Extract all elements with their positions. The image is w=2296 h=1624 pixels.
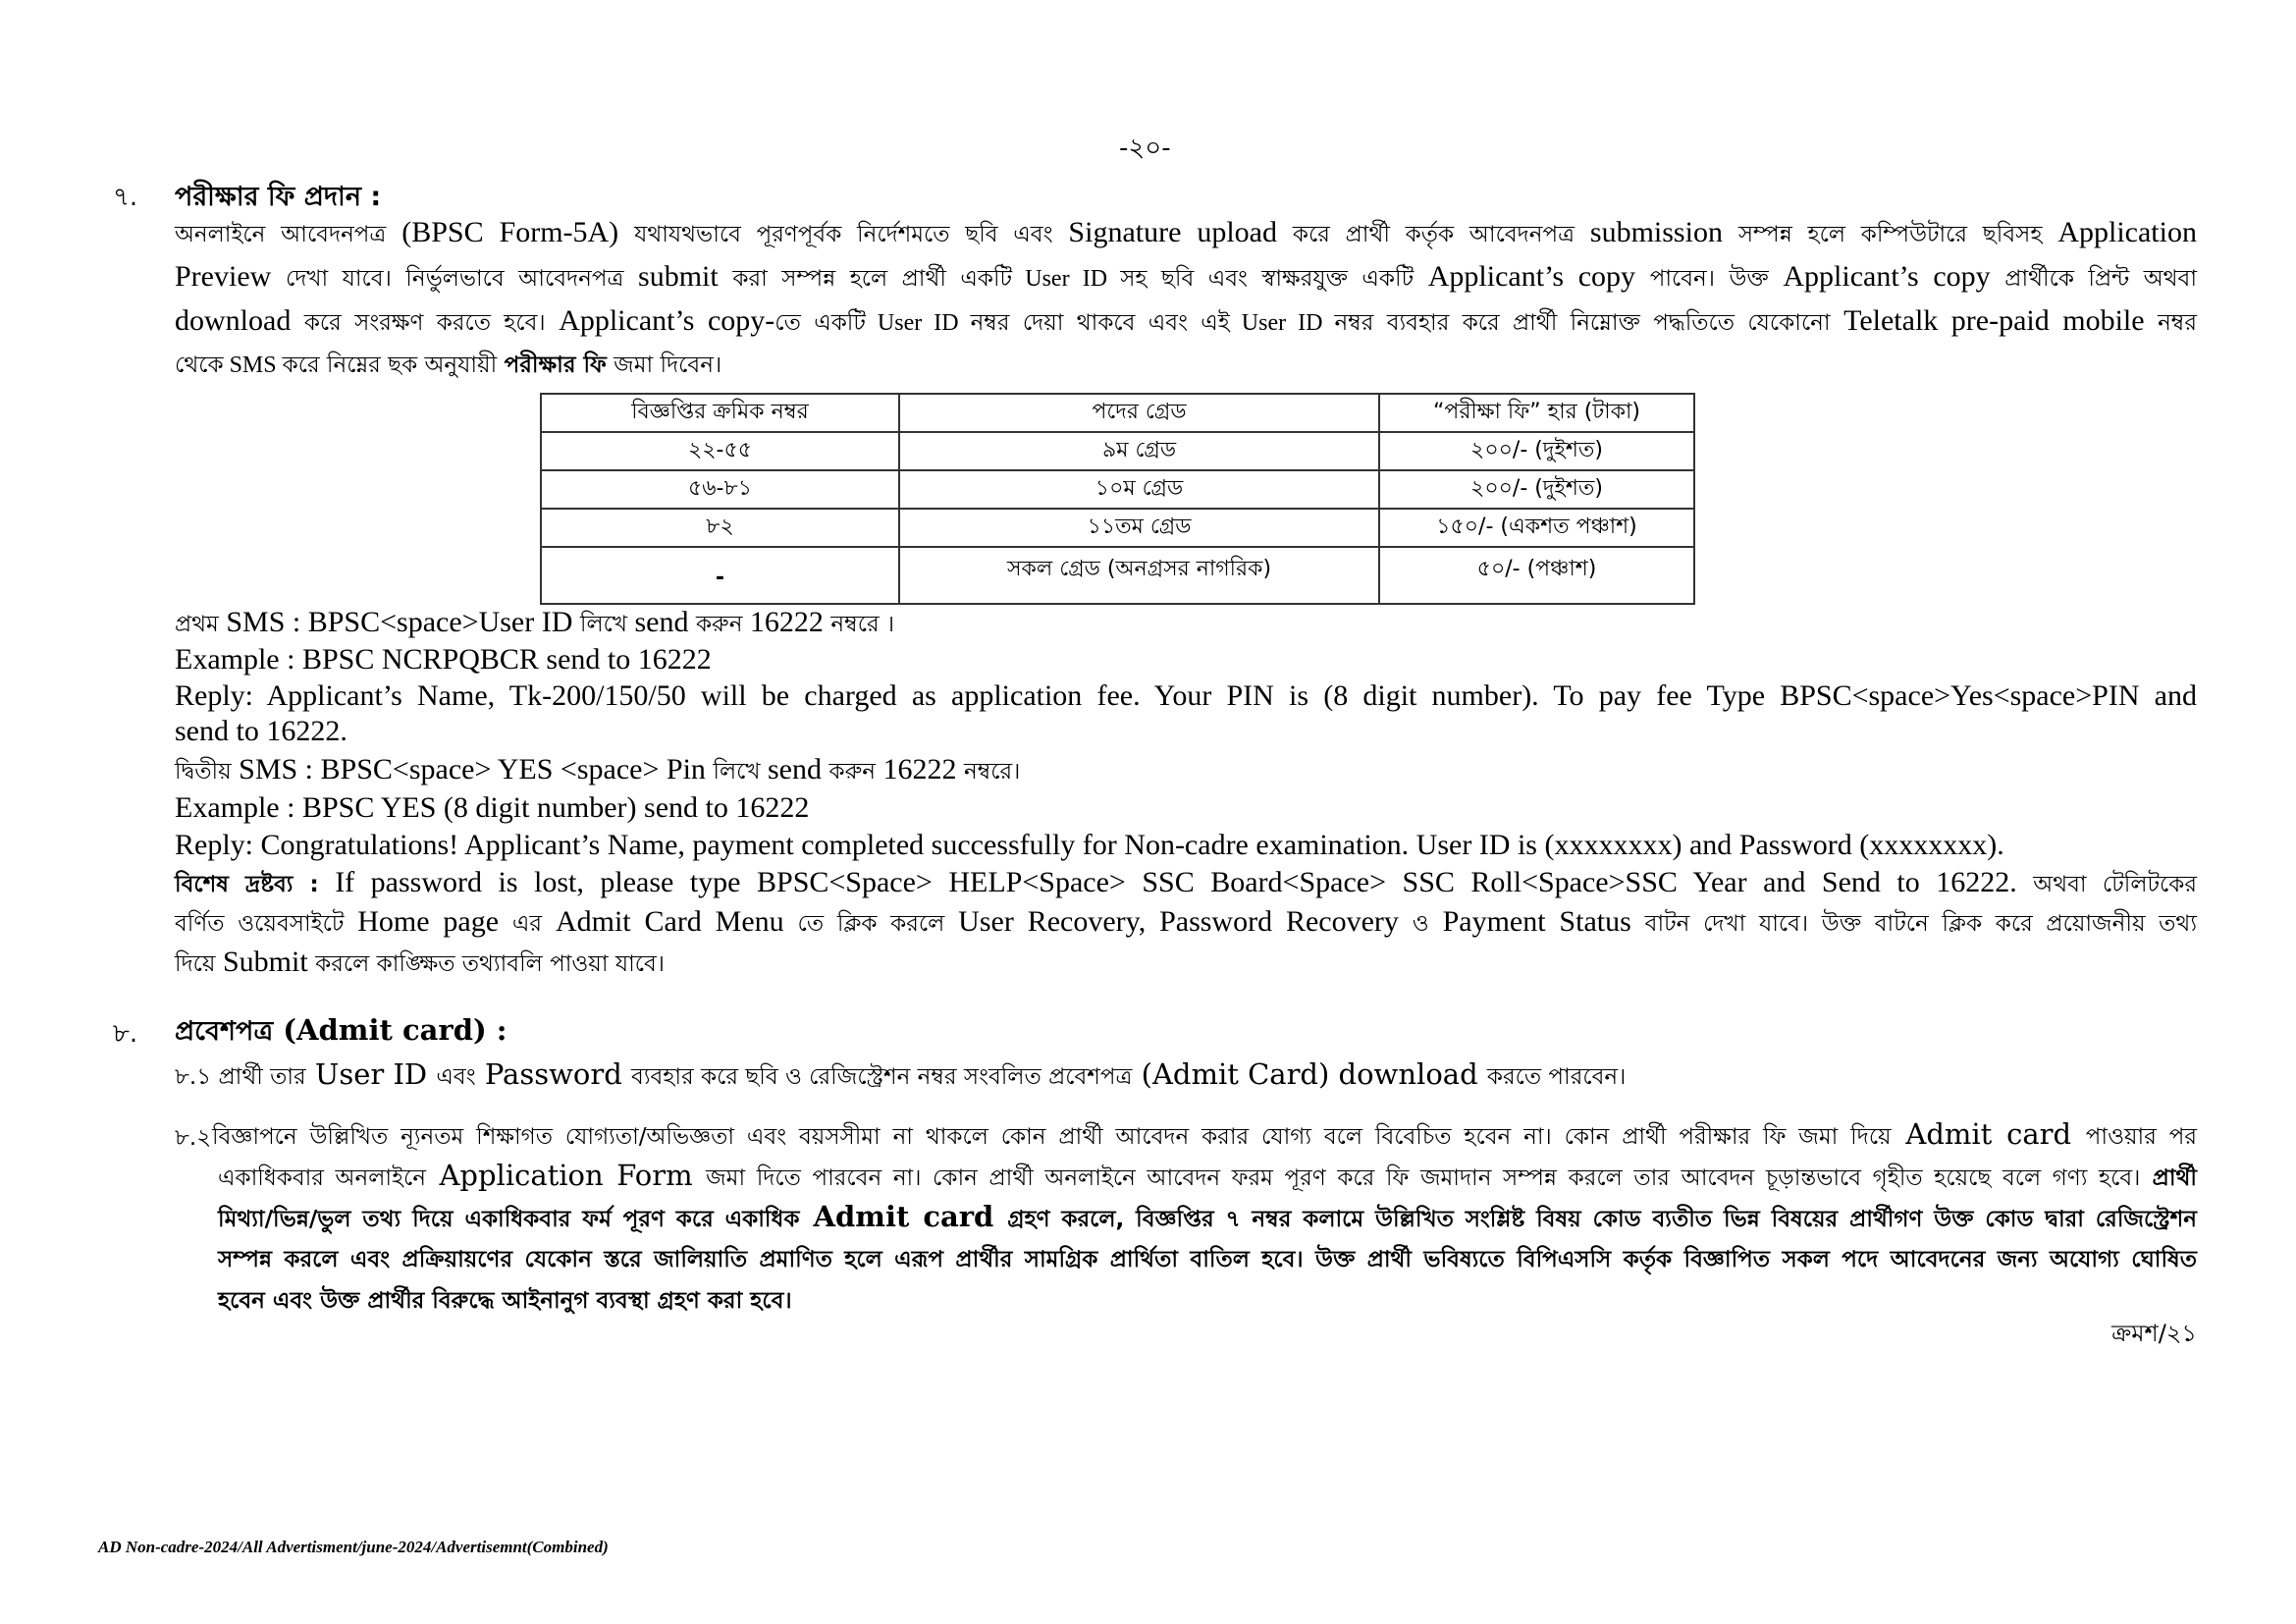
- reply-2: Reply: Congratulations! Applicant’s Name, payment completed successfully for Non-cadre examination. User ID is (xxxxxxxx) and Password (xxxxxxxx).: [175, 829, 2004, 861]
- section-7-para-line-4: থেকে SMS করে নিম্নের ছক অনুযায়ী পরীক্ষার ফি জমা দিবেন।: [175, 352, 722, 378]
- special-note-line-1: বিশেষ দ্রষ্টব্য : If password is lost, please type BPSC<Space> HELP<Space> SSC Board<Space> SSC Roll<Space>SSC Year and Send to 16222. অথবা টেলিটকের: [175, 866, 2197, 898]
- second-sms-instruction: দ্বিতীয় SMS : BPSC<space> YES <space> Pin লিখে send করুন 16222 নম্বরে।: [175, 753, 1021, 785]
- table-cell: ২০০/- (দুইশত): [1379, 432, 1694, 470]
- item-8-1: ৮.১ প্রার্থী তার User ID এবং Password ব্যবহার করে ছবি ও রেজিস্ট্রেশন নম্বর সংবলিত প্রবেশপত্র (Admit Card) download করতে পারবেন।: [175, 1057, 1627, 1091]
- page-number: -২০-: [1119, 134, 1171, 163]
- table-row: [541, 470, 1694, 509]
- table-cell: ২০০/- (দুইশত): [1379, 470, 1694, 509]
- table-cell: ১১তম গ্রেড: [899, 509, 1379, 547]
- item-8-2-line-5: হবেন এবং উক্ত প্রার্থীর বিরুদ্ধে আইনানুগ ব্যবস্থা গ্রহণ করা হবে।: [218, 1288, 792, 1314]
- item-8-2-number: ৮.২: [175, 1125, 212, 1151]
- table-cell: ৯ম গ্রেড: [899, 432, 1379, 470]
- table-cell: ১৫০/- (একশত পঞ্চাশ): [1379, 509, 1694, 547]
- example-2: Example : BPSC YES (8 digit number) send to 16222: [175, 791, 810, 824]
- section-7-para-line-3: download করে সংরক্ষণ করতে হবে। Applicant’s copy-তে একটি User ID নম্বর দেয়া থাকবে এবং এই User ID নম্বর ব্যবহার করে প্রার্থী নিম্নোক্ত পদ্ধতিতে যেকোনো Teletalk pre-paid mobile নম্বর: [175, 304, 2198, 337]
- table-header-cell: পদের গ্রেড: [899, 394, 1379, 432]
- section-8-title: প্রবেশপত্র (Admit card) :: [175, 1013, 507, 1047]
- document-footer-path: AD Non-cadre-2024/All Advertisment/june-2024/Advertisemnt(Combined): [98, 1538, 609, 1556]
- item-8-2-line-1: বিজ্ঞাপনে উল্লিখিত ন্যূনতম শিক্ষাগত যোগ্যতা/অভিজ্ঞতা এবং বয়সসীমা না থাকলে কোন প্রার্থী আবেদন করার যোগ্য বলে বিবেচিত হবেন না। কোন প্রার্থী পরীক্ষার ফি জমা দিয়ে Admit card পাওয়ার পর: [212, 1117, 2197, 1151]
- special-note-line-3: দিয়ে Submit করলে কাঙ্ক্ষিত তথ্যাবলি পাওয়া যাবে।: [175, 946, 666, 978]
- special-note-label: বিশেষ দ্রষ্টব্য :: [175, 872, 319, 897]
- table-row: [541, 509, 1694, 547]
- table-cell: ১০ম গ্রেড: [899, 470, 1379, 509]
- section-7-title: পরীক্ষার ফি প্রদান :: [175, 182, 382, 212]
- item-8-2-line-4: সম্পন্ন করলে এবং প্রক্রিয়ায়ণের যেকোন স্তরে জালিয়াতি প্রমাণিত হলে এরূপ প্রার্থীর সামগ্রিক প্রার্থিতা বাতিল হবে। উক্ত প্রার্থী ভবিষ্যতে বিপিএসসি কর্তৃক বিজ্ঞাপিত সকল পদে আবেদনের জন্য অযোগ্য ঘোষিত: [218, 1247, 2197, 1272]
- reply-1-line-2: send to 16222.: [175, 715, 347, 747]
- item-8-2-line-2: একাধিকবার অনলাইনে Application Form জমা দিতে পারবেন না। কোন প্রার্থী অনলাইনে আবেদন ফরম পূরণ করে ফি জমাদান সম্পন্ন করলে তার আবেদন চূড়ান্তভাবে গৃহীত হয়েছে বলে গণ্য হবে। প্রার্থী: [218, 1159, 2197, 1192]
- table-header-cell: “পরীক্ষা ফি” হার (টাকা): [1379, 394, 1694, 432]
- first-sms-instruction: প্রথম SMS : BPSC<space>User ID লিখে send করুন 16222 নম্বরে ।: [175, 606, 895, 638]
- table-cell: ৫০/- (পঞ্চাশ): [1379, 547, 1694, 604]
- table-cell: ২২-৫৫: [541, 432, 899, 470]
- table-header-cell: বিজ্ঞপ্তির ক্রমিক নম্বর: [541, 394, 899, 432]
- exam-fee-table: [540, 393, 1695, 605]
- special-note-line-2: বর্ণিত ওয়েবসাইটে Home page এর Admit Card Menu তে ক্লিক করলে User Recovery, Password Recovery ও Payment Status বাটন দেখা যাবে। উক্ত বাটনে ক্লিক করে প্রয়োজনীয় তথ্য: [175, 905, 2197, 938]
- continuation-marker: ক্রমশ/২১: [2111, 1320, 2197, 1347]
- section-8-number: ৮.: [113, 1019, 138, 1049]
- section-7-number: ৭.: [113, 183, 138, 212]
- table-cell: -: [541, 547, 899, 604]
- table-cell: ৮২: [541, 509, 899, 547]
- section-7-para-line-2: Preview দেখা যাবে। নির্ভুলভাবে আবেদনপত্র submit করা সম্পন্ন হলে প্রার্থী একটি User ID সহ ছবি এবং স্বাক্ষরযুক্ত একটি Applicant’s copy পাবেন। উক্ত Applicant’s copy প্রার্থীকে প্রিন্ট অথবা: [175, 260, 2197, 293]
- section-7-para-line-1: অনলাইনে আবেদনপত্র (BPSC Form-5A) যথাযথভাবে পূরণপূর্বক নির্দেশমতে ছবি এবং Signature upload করে প্রার্থী কর্তৃক আবেদনপত্র submission সম্পন্ন হলে কম্পিউটারে ছবিসহ Application: [175, 216, 2197, 248]
- table-cell: ৫৬-৮১: [541, 470, 899, 509]
- example-1: Example : BPSC NCRPQBCR send to 16222: [175, 643, 712, 676]
- table-row: [541, 547, 1694, 604]
- reply-1-line-1: Reply: Applicant’s Name, Tk-200/150/50 will be charged as application fee. Your PIN is (8 digit number). To pay fee Type BPSC<space>Yes<space>PIN and: [175, 679, 2197, 712]
- table-cell: সকল গ্রেড (অনগ্রসর নাগরিক): [899, 547, 1379, 604]
- exam-fee-emphasis: পরীক্ষার ফি: [504, 352, 607, 378]
- table-row: [541, 432, 1694, 470]
- item-8-2-line-3: মিথ্যা/ভিন্ন/ভুল তথ্য দিয়ে একাধিকবার ফর্ম পূরণ করে একাধিক Admit card গ্রহণ করলে, বিজ্ঞপ্তির ৭ নম্বর কলামে উল্লিখিত সংশ্লিষ্ট বিষয় কোড ব্যতীত ভিন্ন বিষয়ের প্রার্থীগণ উক্ত কোড দ্বারা রেজিস্ট্রেশন: [218, 1200, 2197, 1233]
- table-header-row: [541, 394, 1694, 432]
